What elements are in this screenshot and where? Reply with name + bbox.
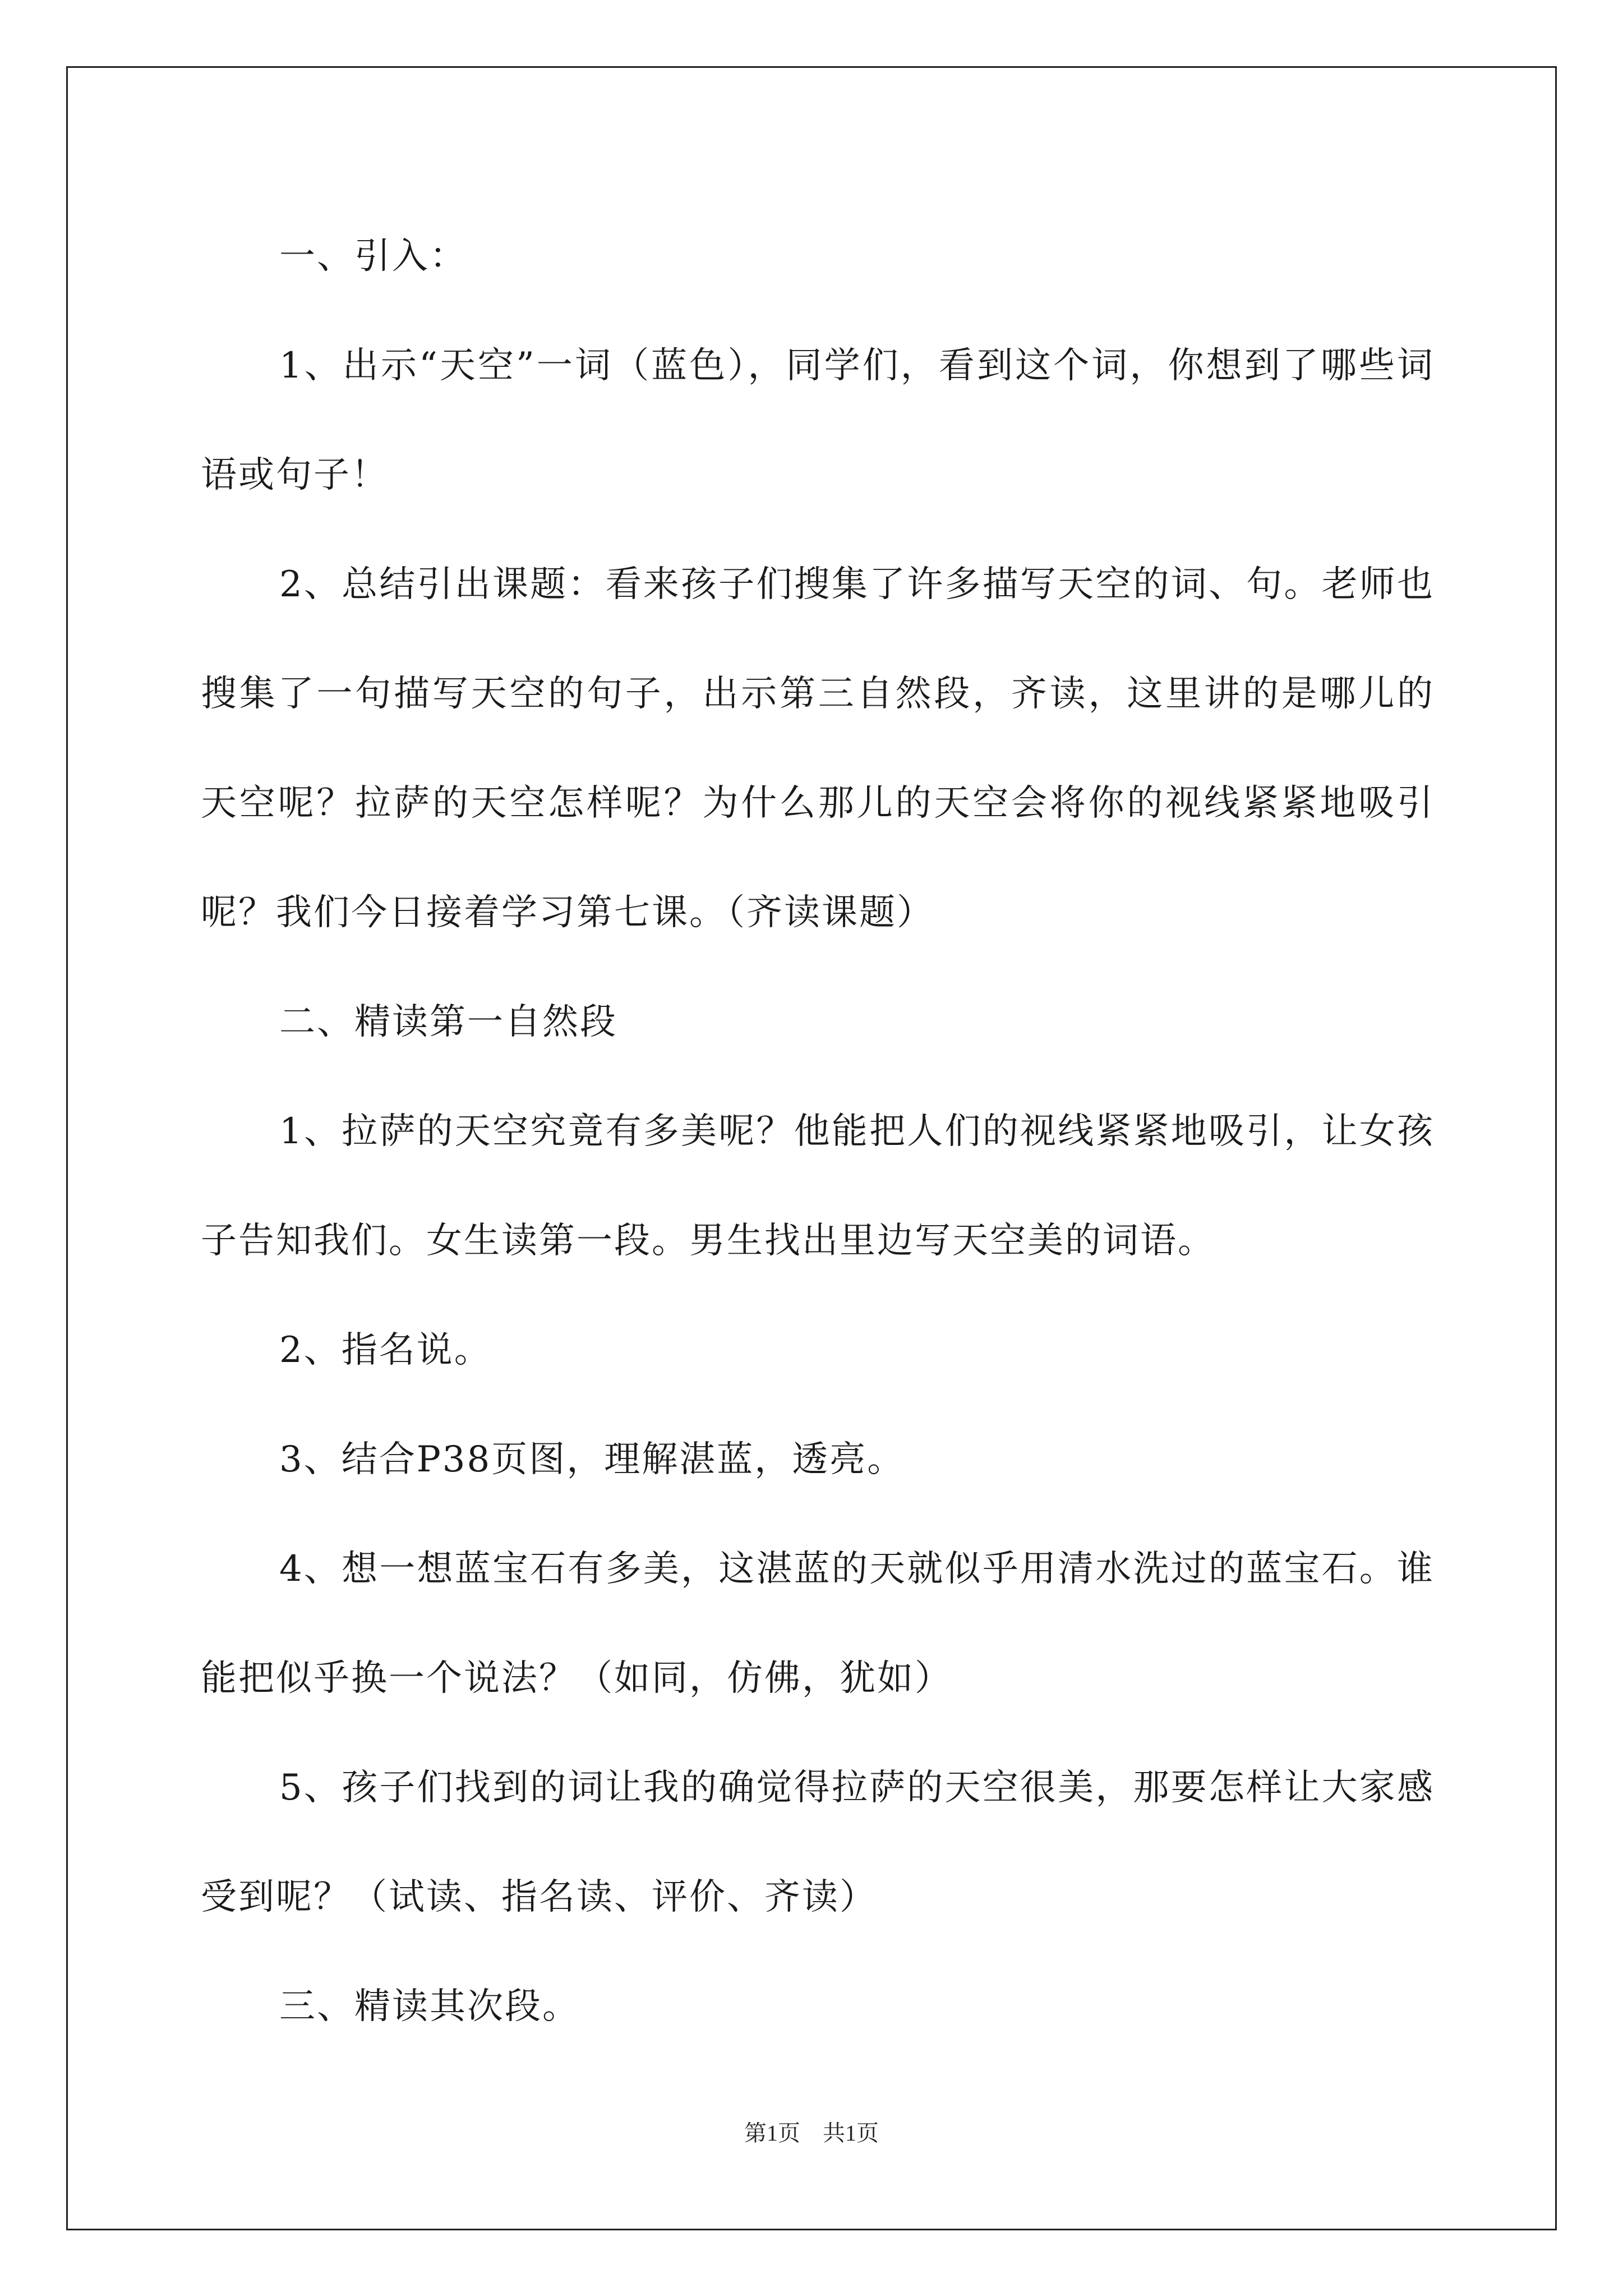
paragraph-4: 2、指名说。 xyxy=(279,1329,492,1371)
paragraph-6: 4、想一想蓝宝石有多美，这湛蓝的天就似乎用清水洗过的蓝宝石。谁能把似乎换一个说法？（如同，仿佛，犹如） xyxy=(201,1548,1435,1699)
paragraph-3: 1、拉萨的天空究竟有多美呢？他能把人们的视线紧紧地吸引，让女孩子告知我们。女生读第一段。男生找出里边写天空美的词语。 xyxy=(201,1111,1435,1262)
document-body xyxy=(201,202,1435,2062)
section-heading-reading-2: 三、精读其次段。 xyxy=(279,1986,580,2027)
page-footer: 第1页 共1页 xyxy=(744,2120,879,2146)
paragraph-7: 5、孩子们找到的词让我的确觉得拉萨的天空很美，那要怎样让大家感受到呢？（试读、指名读、评价、齐读） xyxy=(201,1767,1435,1918)
paragraph-1: 1、出示“天空”一词（蓝色），同学们，看到这个词，你想到了哪些词语或句子！ xyxy=(201,345,1435,496)
section-heading-reading-1: 二、精读第一自然段 xyxy=(279,1001,617,1043)
section-heading-intro: 一、引入： xyxy=(279,236,467,277)
paragraph-5: 3、结合P38页图，理解湛蓝，透亮。 xyxy=(279,1439,905,1480)
paragraph-2: 2、总结引出课题：看来孩子们搜集了许多描写天空的词、句。老师也搜集了一句描写天空的句子，出示第三自然段，齐读，这里讲的是哪儿的天空呢？拉萨的天空怎样呢？为什么那儿的天空会将你的视线紧紧地吸引呢？我们今日接着学习第七课。（齐读课题） xyxy=(201,564,1435,933)
